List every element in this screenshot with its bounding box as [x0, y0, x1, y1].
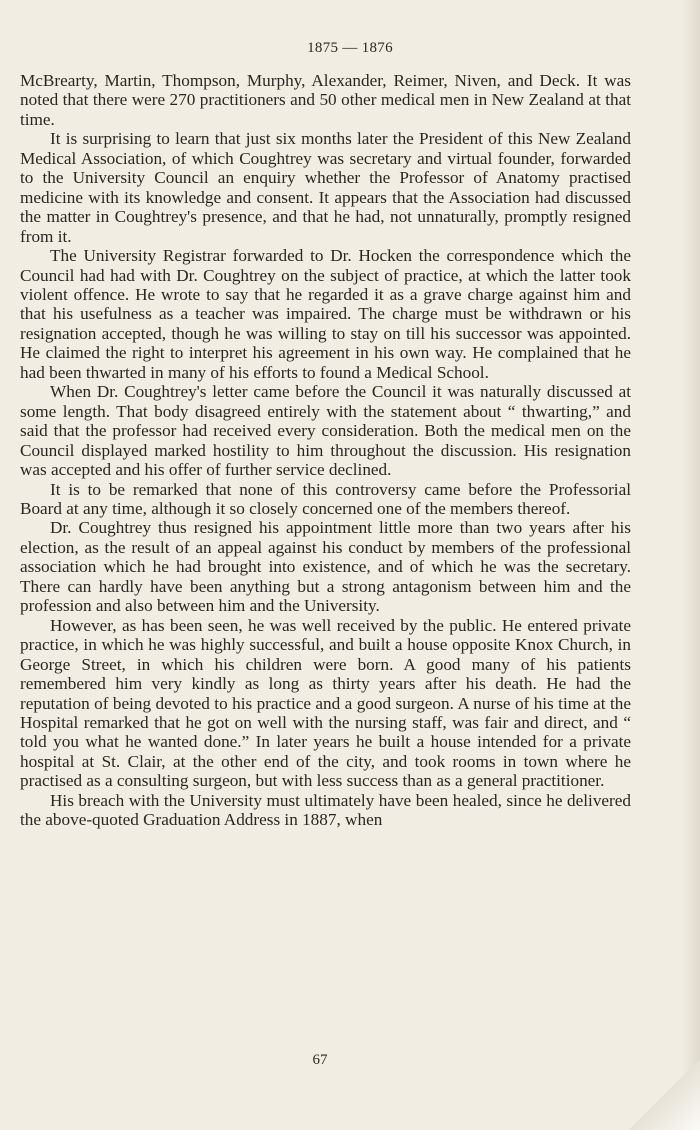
page-number: 67 — [312, 1052, 328, 1068]
paragraph-3: The University Registrar forwarded to Dr. Hocken the correspondence which the Council had had with Dr. Coughtrey on the subject of practice, at which the latter took violent offence. He wrote to say that he regarded it as a grave charge against him and that his usefulness as a teacher was impaired. The charge must be withdrawn or his resignation accepted, though he was willing to stay on till his successor was appointed. He claimed the right to interpret his agreement in his own way. He complained that he had been thwarted in many of his efforts to found a Medical School. — [20, 246, 631, 382]
paragraph-8: His breach with the University must ultimately have been healed, since he delivered the above-quoted Graduation Address in 1887, when — [20, 790, 631, 830]
paragraph-1: McBrearty, Martin, Thompson, Murphy, Alexander, Reimer, Niven, and Deck. It was noted that there were 270 practitioners and 50 other medical men in New Zealand at that time. — [20, 71, 631, 129]
paragraph-4: When Dr. Coughtrey's letter came before the Council it was naturally discussed at some length. That body disagreed entirely with the statement about “ thwarting,” and said that the professor had received every consideration. Both the medical men on the Council displayed marked hostility to him throughout the discussion. His resignation was accepted and his offer of further service declined. — [20, 382, 631, 480]
paragraph-6: Dr. Coughtrey thus resigned his appointment little more than two years after his election, as the result of an appeal against his conduct by members of the professional association which he had brought into existence, and of which he was the secretary. There can hardly have been anything but a strong antagonism between him and the profession and also between him and the University. — [20, 518, 631, 616]
paragraph-7: However, as has been seen, he was well received by the public. He entered private practice, in which he was highly successful, and built a house opposite Knox Church, in George Street, in which his children were born. A good many of his patients remembered him very kindly as long as thirty years after his death. He had the reputation of being devoted to his practice and a good surgeon. A nurse of his time at the Hospital remarked that he got on well with the nursing staff, was fair and direct, and “ told you what he wanted done.” In later years he built a house intended for a private hospital at St. Clair, at the other end of the city, and took rooms in town where he practised as a consulting surgeon, but with less success than as a general practitioner. — [20, 615, 631, 791]
page-edge-shadow — [682, 0, 700, 1130]
paragraph-5: It is to be remarked that none of this controversy came before the Professorial Board at any time, although it so closely concerned one of the members thereof. — [20, 479, 631, 518]
body-text — [20, 71, 631, 830]
running-head: 1875 — 1876 — [307, 40, 393, 56]
page-corner-curl — [610, 1060, 700, 1130]
paragraph-2: It is surprising to learn that just six months later the President of this New Zealand Medical Association, of which Coughtrey was secretary and virtual founder, forwarded to the University Council an enquiry whether the Professor of Anatomy practised medicine with its knowledge and consent. It appears that the Association had discussed the matter in Coughtrey's presence, and that he had, not unnaturally, promptly resigned from it. — [20, 129, 631, 246]
